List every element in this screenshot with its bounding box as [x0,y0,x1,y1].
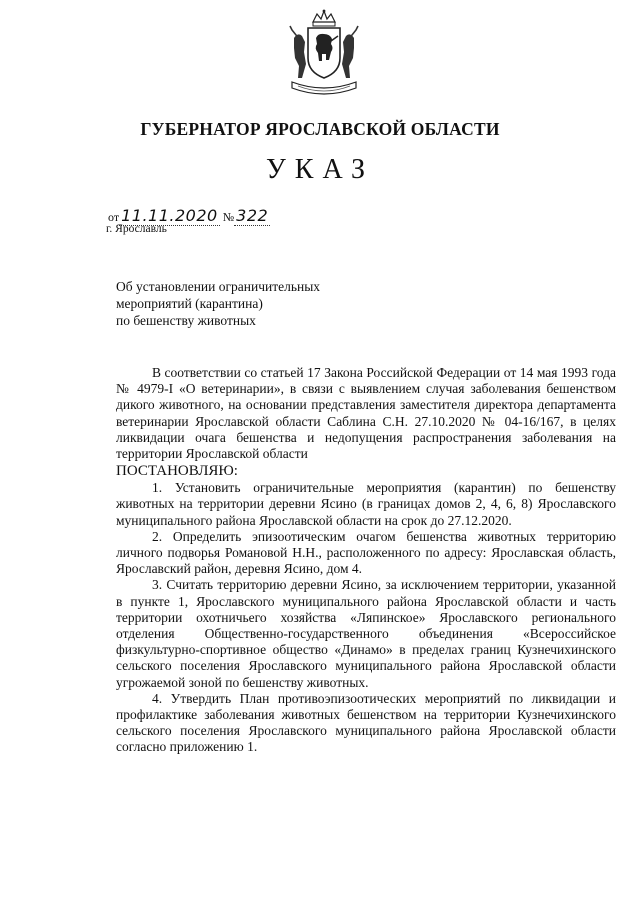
document-body [116,365,616,756]
issuer-title: ГУБЕРНАТОР ЯРОСЛАВСКОЙ ОБЛАСТИ [140,119,500,139]
decree-item-4: 4. Утвердить План противоэпизоотических мероприятий по ликвидации и профилактике заболевания животных бешенством на территории Кузнечихинского сельского поселения Ярославского муниципального района Ярославской области согласно приложению 1. [116,690,616,755]
decree-item-2: 2. Определить эпизоотическим очагом бешенства животных территорию личного подворья Романовой Н.Н., расположенного по адресу: Ярославская область, Ярославский район, деревня Ясино, дом 4. [116,528,616,577]
subject-line: Об установлении ограничительных [116,279,321,294]
document-type: УКАЗ [265,154,375,185]
city-line: г. Ярославль [106,223,167,235]
number-prefix: № [222,210,235,224]
document-date: 11.11.2020 [121,206,218,225]
subject-line: по бешенству животных [116,313,256,328]
decree-item-3: 3. Считать территорию деревни Ясино, за исключением территории, указанной в пункте 1, Ярославского муниципального района Ярославской области и часть территории охотничьего хозяйства «Ляпинское» Ярославского регионального отделения Общественно-государственного объединения «Всероссийское физкультурно-спортивное общество «Динамо» в пределах границ Кузнечихинского сельского поселения Ярославского муниципального района Ярославской области угрожаемой зоной по бешенству животных. [116,577,616,690]
date-prefix: от [108,210,120,224]
coat-of-arms-icon [284,8,364,108]
decree-item-1: 1. Установить ограничительные мероприятия (карантин) по бешенству животных на территории деревни Ясино (в границах домов 2, 4, 6, 8) Ярославского муниципального района Ярославской области на срок до 27.12.2020. [116,480,616,528]
decree-word: ПОСТАНОВЛЯЮ: [116,463,238,480]
document-number: 322 [236,206,269,225]
subject-line: мероприятий (карантина) [116,296,263,311]
document-subject [116,278,320,329]
preamble-paragraph: В соответствии со статьей 17 Закона Российской Федерации от 14 мая 1993 года № 4979-I «О ветеринарии», в связи с выявлением случая заболевания бешенством дикого животного, на основании представления заместителя директора департамента ветеринарии Ярославской области Саблина С.Н. 27.10.2020 № 04-16/167, в целях ликвидации очага бешенства и недопущения распространения заболевания на территории Ярославской области [116,365,616,462]
